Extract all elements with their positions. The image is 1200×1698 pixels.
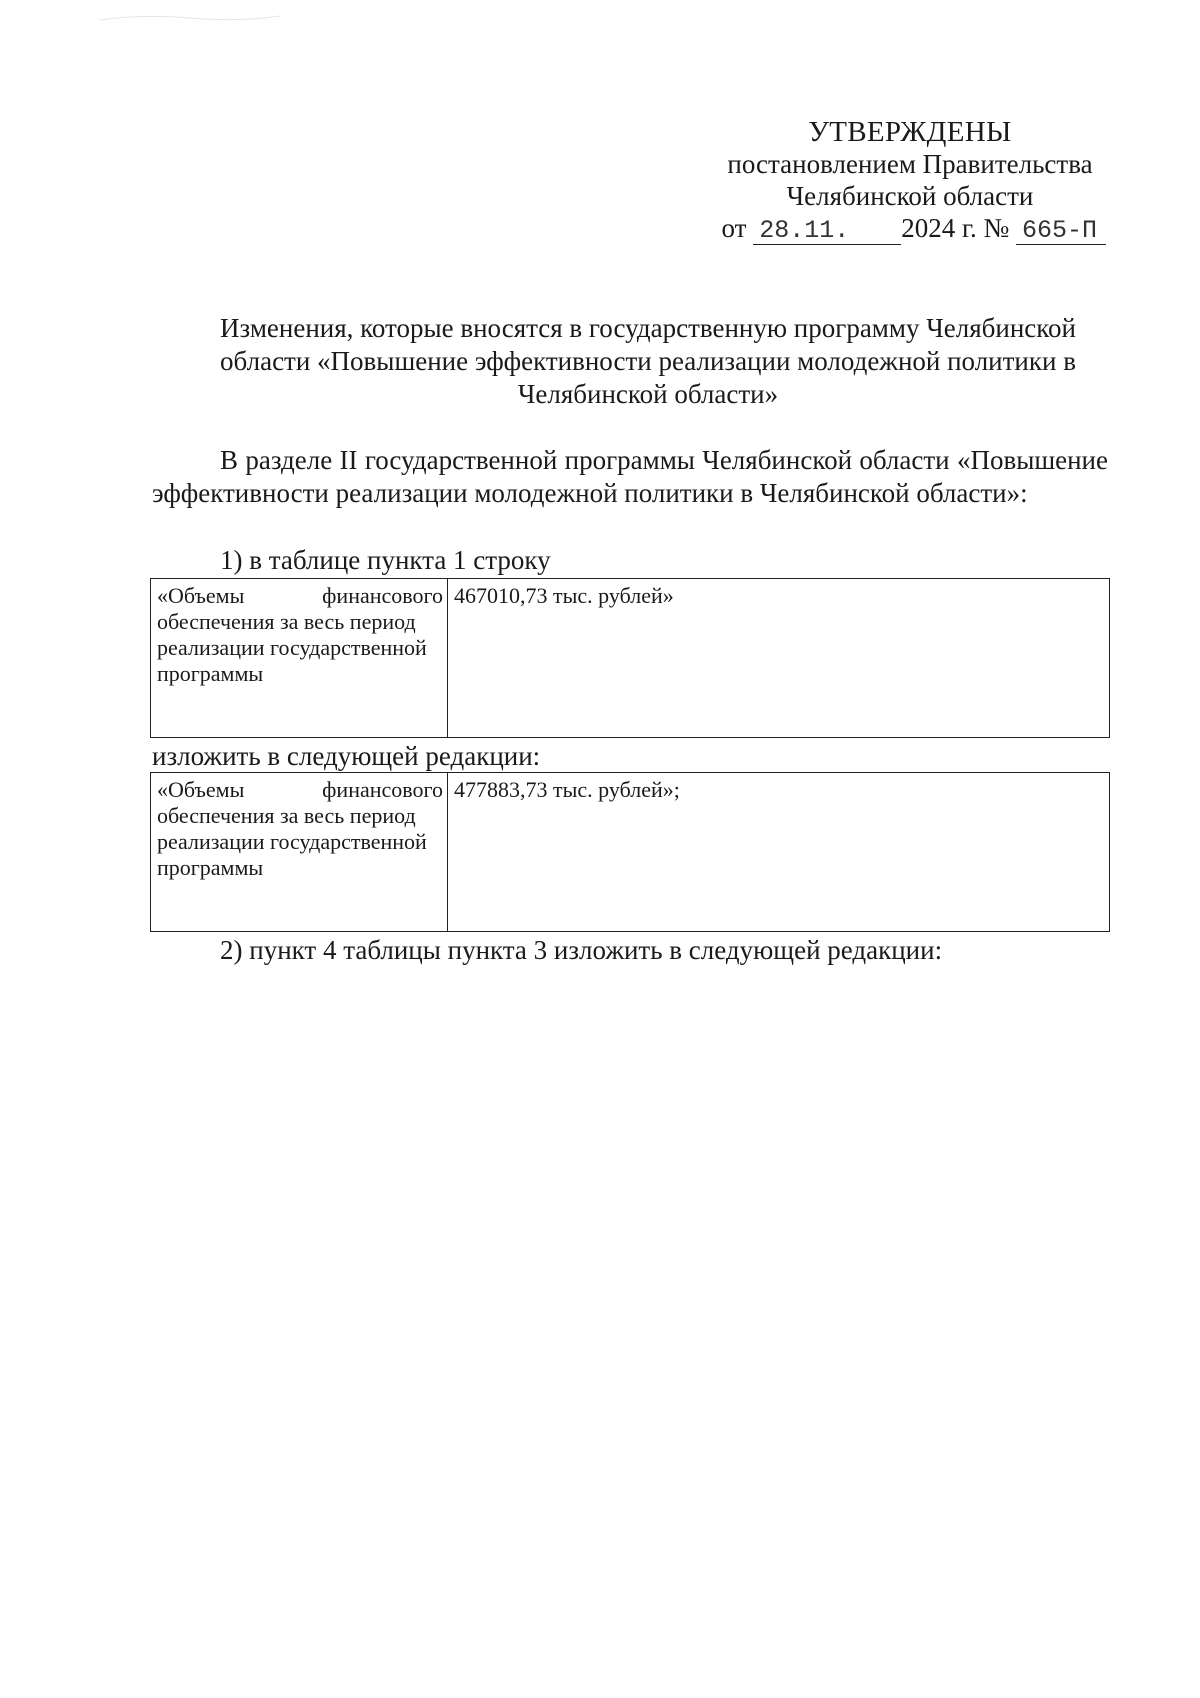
approval-date: 28.11. xyxy=(753,218,901,245)
label-word-2: финансового xyxy=(322,777,443,802)
label-word-1: «Объемы xyxy=(157,777,245,802)
table-row xyxy=(151,773,1110,932)
replace-text: изложить в следующей редакции: xyxy=(152,741,541,771)
table-old-value: 467010,73 тыс. рублей» xyxy=(448,579,1110,738)
table-old-label xyxy=(151,579,448,738)
intro-paragraph: В разделе II государственной программы Челябинской области «Повышение эффективности реализации молодежной политики в Челябинской области»: xyxy=(152,445,1108,508)
approval-date-line xyxy=(700,212,1120,245)
table-row xyxy=(151,579,1110,738)
label-word-2: финансового xyxy=(322,583,443,608)
approval-line-2: Челябинской области xyxy=(786,181,1034,211)
table-old-row xyxy=(150,578,1110,738)
table-new-label xyxy=(151,773,448,932)
label-rest: обеспечения за весь период реализации государственной программы xyxy=(157,609,427,686)
approval-year-number-label: 2024 г. № xyxy=(901,213,1010,243)
label-word-1: «Объемы xyxy=(157,583,245,608)
approval-heading: УТВЕРЖДЕНЫ xyxy=(808,116,1012,148)
item-1-text: 1) в таблице пункта 1 строку xyxy=(220,545,551,575)
label-first-line xyxy=(157,583,443,609)
approval-number: 665-П xyxy=(1016,218,1106,245)
item-2-text: 2) пункт 4 таблицы пункта 3 изложить в следующей редакции: xyxy=(220,935,943,965)
table-new-row xyxy=(150,772,1110,932)
approval-from-prefix: от xyxy=(721,213,747,243)
scan-artifact xyxy=(100,12,280,22)
approval-line-1: постановлением Правительства xyxy=(727,149,1093,179)
label-first-line xyxy=(157,777,443,803)
table-new-value: 477883,73 тыс. рублей»; xyxy=(448,773,1110,932)
document-title: Изменения, которые вносятся в государственную программу Челябинской области «Повышение эффективности реализации молодежной политики в Челябинской области» xyxy=(220,313,1076,409)
approval-stamp xyxy=(700,116,1120,245)
label-rest: обеспечения за весь период реализации государственной программы xyxy=(157,803,427,880)
